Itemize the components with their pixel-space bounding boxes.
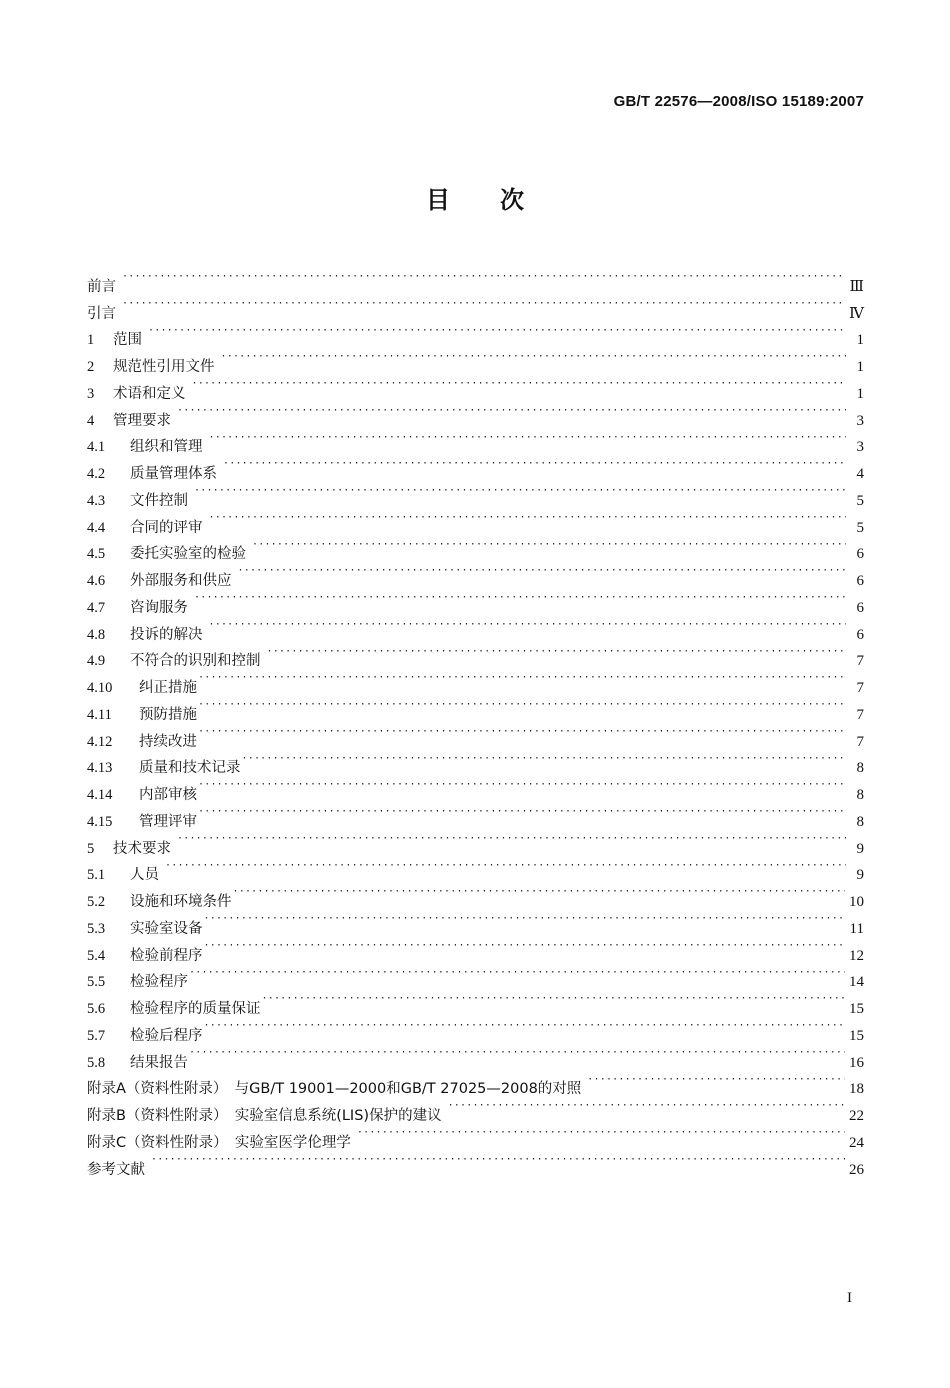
dot-leader (204, 933, 846, 960)
dot-leader (122, 291, 845, 318)
toc-entry-number: 5.5 (87, 974, 106, 991)
standard-number-header: GB/T 22576—2008/ISO 15189:2007 (613, 93, 864, 110)
dot-leader (587, 1067, 845, 1094)
toc-entry-page: 22 (849, 1108, 864, 1124)
dot-leader (357, 1120, 845, 1147)
toc-entry-page: 16 (849, 1054, 864, 1071)
toc-entry-label: 质量和技术记录 (139, 760, 241, 777)
dot-leader (238, 558, 847, 585)
toc-entry-label: 外部服务和供应 (130, 573, 232, 589)
toc-entry-label: 附录A（资料性附录） 与GB/T 19001—2000和GB/T 27025—2008的对照 (87, 1081, 582, 1098)
dot-leader (177, 826, 846, 853)
toc-entry-number: 4.6 (87, 573, 106, 589)
toc-entry-page: 18 (849, 1081, 864, 1098)
toc-entry-number: 5.6 (87, 1001, 106, 1017)
toc-entry-label: 附录B（资料性附录） 实验室信息系统(LIS)保护的建议 (87, 1108, 442, 1124)
toc-entry-label: 内部审核 (139, 787, 197, 803)
toc-entry-page: 6 (856, 546, 864, 563)
toc-entry-page: 9 (856, 867, 864, 884)
toc-entry-page: 12 (849, 947, 864, 964)
toc-entry-label: 技术要求 (113, 840, 171, 857)
toc-entry[interactable] (87, 960, 864, 991)
toc-entry-label: 委托实验室的检验 (130, 546, 246, 563)
toc-entry-page: 3 (856, 412, 864, 429)
dot-leader (209, 505, 847, 532)
toc-entry[interactable] (87, 398, 864, 429)
toc-entry-number: 5.2 (87, 894, 106, 910)
toc-entry[interactable] (87, 799, 864, 830)
toc-entry-number: 4 (87, 412, 95, 429)
toc-entry[interactable] (87, 879, 864, 910)
toc-entry-page: 15 (849, 1027, 864, 1044)
toc-entry-number: 5.1 (87, 867, 106, 884)
toc-entry-page: 4 (856, 466, 864, 482)
toc-entry-label: 管理评审 (139, 813, 197, 830)
toc-entry-label: 合同的评审 (130, 519, 203, 536)
toc-entry-number: 4.1 (87, 439, 106, 456)
toc-entry[interactable] (87, 318, 864, 349)
toc-entry[interactable] (87, 826, 864, 857)
toc-entry-number: 4.9 (87, 653, 106, 670)
toc-entry-number: 5.7 (87, 1027, 106, 1044)
toc-entry-number: 4.11 (87, 706, 112, 723)
dot-leader (198, 692, 846, 719)
dot-leader (189, 1040, 845, 1067)
toc-entry[interactable] (87, 505, 864, 536)
toc-entry[interactable] (87, 612, 864, 643)
toc-entry-label: 预防措施 (139, 706, 197, 723)
toc-entry-number: 4.7 (87, 599, 106, 616)
dot-leader (198, 799, 846, 826)
toc-entry[interactable] (87, 344, 864, 375)
toc-entry-number: 4.12 (87, 733, 113, 750)
toc-entry-label: 范围 (113, 332, 142, 349)
toc-entry[interactable] (87, 1040, 864, 1071)
toc-entry-page: Ⅲ (849, 278, 864, 295)
dot-leader (194, 478, 846, 505)
toc-entry-label: 纠正措施 (139, 680, 197, 696)
toc-entry-page: 8 (856, 787, 864, 803)
dot-leader (448, 1093, 845, 1120)
dot-leader (209, 425, 847, 452)
toc-entry-number: 3 (87, 385, 95, 402)
toc-entry-number: 4.4 (87, 519, 106, 536)
toc-entry-page: 5 (856, 492, 864, 509)
toc-entry-number: 5 (87, 840, 95, 857)
toc-entry[interactable] (87, 585, 864, 616)
toc-entry[interactable] (87, 772, 864, 803)
toc-entry-label: 检验后程序 (130, 1027, 203, 1044)
toc-entry-number: 5.8 (87, 1054, 106, 1071)
dot-leader (204, 1013, 846, 1040)
toc-entry-label: 设施和环境条件 (130, 894, 232, 910)
toc-entry-label: 检验程序 (130, 974, 188, 991)
toc-entry-number: 5.3 (87, 920, 106, 937)
toc-entry-label: 检验前程序 (130, 947, 203, 964)
toc-entry-page: 26 (849, 1161, 864, 1178)
toc-entry-page: 7 (856, 680, 864, 696)
toc-entry-label: 文件控制 (130, 492, 188, 509)
toc-entry[interactable] (87, 371, 864, 402)
toc-entry-number: 4.10 (87, 680, 113, 696)
dot-leader (242, 746, 847, 773)
toc-entry-page: Ⅳ (849, 305, 864, 322)
dot-leader (198, 719, 846, 746)
toc-entry-annex-a[interactable] (87, 1067, 864, 1098)
toc-entry-label: 结果报告 (130, 1054, 188, 1071)
toc-entry-foreword[interactable] (87, 264, 864, 295)
toc-entry[interactable] (87, 986, 864, 1017)
toc-entry[interactable] (87, 478, 864, 509)
toc-entry-label: 参考文献 (87, 1161, 145, 1178)
toc-entry-page: 11 (849, 920, 864, 937)
toc-entry-number: 4.14 (87, 787, 113, 803)
toc-entry-label: 不符合的识别和控制 (130, 653, 261, 670)
dot-leader (189, 960, 845, 987)
table-of-contents (87, 264, 864, 1178)
toc-entry[interactable] (87, 746, 864, 777)
toc-entry-page: 15 (849, 1001, 864, 1017)
toc-entry-number: 4.5 (87, 546, 106, 563)
toc-entry[interactable] (87, 719, 864, 750)
dot-leader (148, 318, 846, 345)
toc-entry-label: 持续改进 (139, 733, 197, 750)
toc-entry[interactable] (87, 933, 864, 964)
dot-leader (165, 853, 846, 880)
toc-entry-page: 9 (856, 840, 864, 857)
dot-leader (209, 612, 847, 639)
toc-entry-number: 4.2 (87, 466, 106, 482)
toc-entry-page: 8 (856, 813, 864, 830)
toc-entry[interactable] (87, 425, 864, 456)
toc-entry-page: 7 (856, 733, 864, 750)
toc-entry-label: 术语和定义 (113, 385, 186, 402)
toc-entry[interactable] (87, 906, 864, 937)
dot-leader (198, 772, 846, 799)
toc-entry-number: 4.3 (87, 492, 106, 509)
dot-leader (198, 665, 846, 692)
toc-entry-page: 7 (856, 706, 864, 723)
dot-leader (151, 1147, 845, 1174)
toc-entry-label: 质量管理体系 (130, 466, 217, 482)
dot-leader (122, 264, 846, 291)
toc-entry-label: 规范性引用文件 (113, 359, 215, 375)
toc-entry[interactable] (87, 665, 864, 696)
toc-entry[interactable] (87, 1013, 864, 1044)
toc-entry-page: 10 (849, 894, 864, 910)
toc-entry[interactable] (87, 692, 864, 723)
dot-leader (233, 879, 846, 906)
toc-entry-page: 8 (856, 760, 864, 777)
page-number: I (847, 1290, 852, 1306)
toc-entry-number: 4.15 (87, 813, 113, 830)
dot-leader (192, 371, 847, 398)
toc-entry-label: 前言 (87, 278, 116, 295)
dot-leader (262, 986, 846, 1013)
toc-entry-label: 人员 (130, 867, 159, 884)
toc-entry-page: 24 (849, 1134, 864, 1151)
toc-entry-number: 5.4 (87, 947, 106, 964)
dot-leader (221, 344, 847, 371)
toc-entry-page: 14 (849, 974, 864, 991)
toc-entry-page: 1 (856, 359, 864, 375)
toc-entry-number: 1 (87, 332, 95, 349)
toc-entry-label: 实验室设备 (130, 920, 203, 937)
toc-entry-label: 投诉的解决 (130, 626, 203, 643)
toc-entry-label: 管理要求 (113, 412, 171, 429)
toc-entry-label: 附录C（资料性附录） 实验室医学伦理学 (87, 1134, 351, 1151)
dot-leader (252, 532, 846, 559)
toc-entry-label: 检验程序的质量保证 (130, 1001, 261, 1017)
toc-entry-page: 6 (856, 573, 864, 589)
toc-entry-number: 4.8 (87, 626, 106, 643)
dot-leader (177, 398, 846, 425)
toc-entry-bibliography[interactable] (87, 1147, 864, 1178)
toc-entry-label: 引言 (87, 305, 116, 322)
toc-entry-label: 咨询服务 (130, 599, 188, 616)
dot-leader (267, 639, 847, 666)
dot-leader (194, 585, 846, 612)
dot-leader (204, 906, 846, 933)
toc-entry-page: 6 (856, 626, 864, 643)
toc-entry-page: 5 (856, 519, 864, 536)
toc-entry-page: 6 (856, 599, 864, 616)
toc-entry-page: 1 (856, 385, 864, 402)
toc-entry-page: 1 (856, 332, 864, 349)
toc-entry-number: 4.13 (87, 760, 113, 777)
toc-entry-number: 2 (87, 359, 95, 375)
dot-leader (223, 451, 846, 478)
toc-entry-page: 3 (856, 439, 864, 456)
toc-entry-introduction[interactable] (87, 291, 864, 322)
toc-entry[interactable] (87, 853, 864, 884)
page-title: 目次 (426, 186, 574, 214)
toc-entry-page: 7 (856, 653, 864, 670)
toc-entry-label: 组织和管理 (130, 439, 203, 456)
